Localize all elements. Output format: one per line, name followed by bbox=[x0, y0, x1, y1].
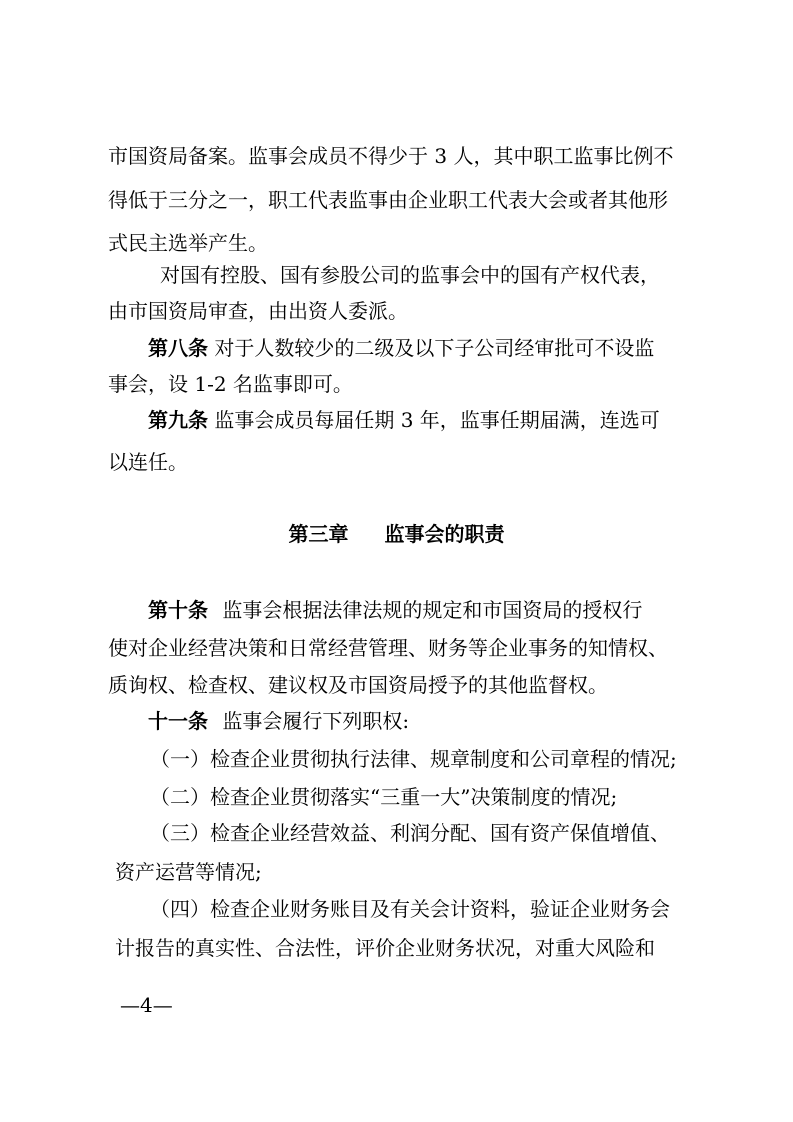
article-8-text: 对于人数较少的二级及以下子公司经审批可不设监 bbox=[214, 336, 655, 360]
list-item: （四）检查企业财务账目及有关会计资料，验证企业财务会 bbox=[150, 897, 670, 921]
list-item-continuation: 计报告的真实性、合法性，评价企业财务状况，对重大风险和 bbox=[115, 936, 655, 960]
article-11-title: 十一条 bbox=[148, 709, 208, 733]
article-10-text: 监事会根据法律法规的规定和市国资局的授权行 bbox=[222, 598, 643, 622]
list-item-continuation: 资产运营等情况; bbox=[115, 860, 262, 884]
article-10-title: 第十条 bbox=[148, 598, 208, 622]
paragraph-line: 使对企业经营决策和日常经营管理、财务等企业事务的知情权、 bbox=[108, 636, 668, 660]
paragraph-line: 得低于三分之一，职工代表监事由企业职工代表大会或者其他形 bbox=[108, 188, 668, 212]
chapter-number: 第三章 bbox=[288, 522, 349, 546]
article-8 bbox=[148, 333, 748, 363]
paragraph-line: 对国有控股、国有参股公司的监事会中的国有产权代表， bbox=[160, 263, 660, 287]
paragraph-line: 由市国资局审查，由出资人委派。 bbox=[108, 299, 408, 323]
article-9-text: 监事会成员每届任期 3 年，监事任期届满，连选可 bbox=[214, 408, 660, 432]
list-item: （二）检查企业贯彻落实“三重一大”决策制度的情况; bbox=[150, 785, 618, 809]
article-10 bbox=[148, 595, 748, 625]
chapter-title: 监事会的职责 bbox=[384, 522, 505, 546]
paragraph-line: 以连任。 bbox=[108, 450, 188, 474]
article-11 bbox=[148, 706, 748, 736]
article-11-text: 监事会履行下列职权: bbox=[222, 709, 410, 733]
chapter-heading bbox=[0, 519, 793, 549]
list-item: （一）检查企业贯彻执行法律、规章制度和公司章程的情况; bbox=[150, 747, 677, 771]
paragraph-line: 市国资局备案。监事会成员不得少于 3 人，其中职工监事比例不 bbox=[108, 144, 674, 168]
paragraph-line: 式民主选举产生。 bbox=[108, 231, 268, 255]
page-number: —4— bbox=[120, 993, 173, 1017]
article-8-title: 第八条 bbox=[148, 336, 208, 360]
paragraph-line: 质询权、检查权、建议权及市国资局授予的其他监督权。 bbox=[108, 673, 608, 697]
article-9 bbox=[148, 405, 748, 435]
paragraph-line: 事会，设 1-2 名监事即可。 bbox=[108, 372, 353, 396]
article-9-title: 第九条 bbox=[148, 408, 208, 432]
list-item: （三）检查企业经营效益、利润分配、国有资产保值增值、 bbox=[150, 821, 670, 845]
